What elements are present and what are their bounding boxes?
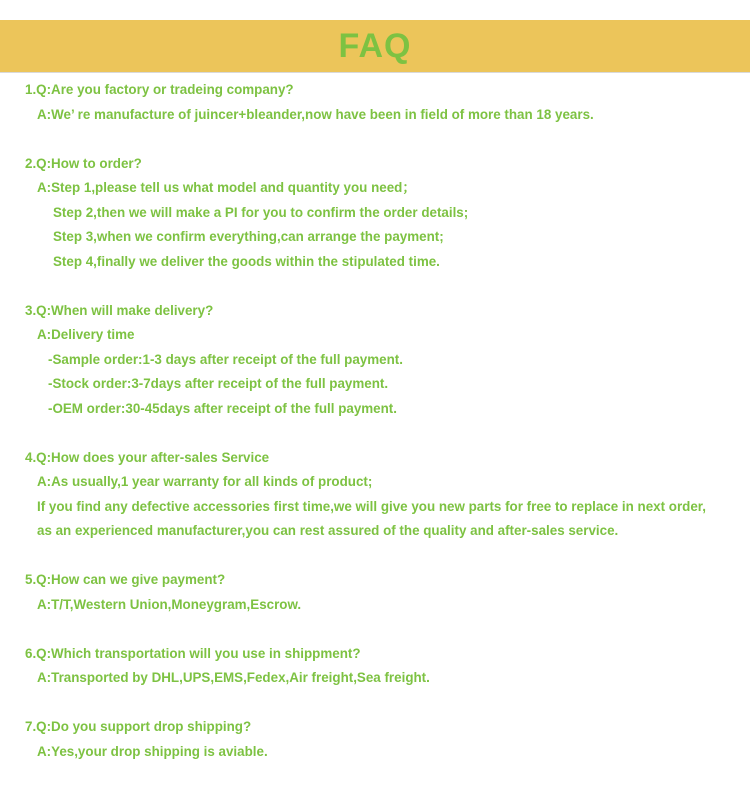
- faq-question-4: 4.Q:How does your after-sales Service: [25, 450, 270, 465]
- faq-answer-2-line-4: Step 4,finally we deliver the goods within the stipulated time.: [53, 254, 440, 269]
- faq-banner: [0, 20, 750, 73]
- faq-answer-3-line-3: -Stock order:3-7days after receipt of the full payment.: [48, 376, 389, 391]
- faq-question-2: 2.Q:How to order?: [25, 156, 142, 171]
- faq-question-7: 7.Q:Do you support drop shipping?: [25, 719, 252, 734]
- faq-answer-5-line-1: A:T/T,Western Union,Moneygram,Escrow.: [37, 597, 302, 612]
- faq-answer-3-line-1: A:Delivery time: [37, 327, 135, 342]
- faq-answer-2-line-2: Step 2,then we will make a PI for you to confirm the order details;: [53, 205, 469, 220]
- faq-answer-3-line-4: -OEM order:30-45days after receipt of the full payment.: [48, 401, 397, 416]
- faq-question-1: 1.Q:Are you factory or tradeing company?: [25, 82, 294, 97]
- faq-question-5: 5.Q:How can we give payment?: [25, 572, 226, 587]
- faq-answer-2-line-3: Step 3,when we confirm everything,can arrange the payment;: [53, 229, 444, 244]
- faq-answer-3-line-2: -Sample order:1-3 days after receipt of the full payment.: [48, 352, 403, 367]
- faq-answer-2-line-1: A:Step 1,please tell us what model and quantity you need；: [37, 180, 416, 195]
- faq-question-6: 6.Q:Which transportation will you use in shippment?: [25, 646, 361, 661]
- faq-answer-7-line-1: A:Yes,your drop shipping is aviable.: [37, 744, 268, 759]
- faq-answer-6-line-1: A:Transported by DHL,UPS,EMS,Fedex,Air freight,Sea freight.: [37, 670, 430, 685]
- faq-answer-4-line-1: A:As usually,1 year warranty for all kinds of product;: [37, 474, 373, 489]
- faq-answer-4-line-3: as an experienced manufacturer,you can rest assured of the quality and after-sales service.: [37, 523, 619, 538]
- faq-question-3: 3.Q:When will make delivery?: [25, 303, 214, 318]
- faq-answer-1-line-1: A:We’ re manufacture of juincer+bleander,now have been in field of more than 18 years.: [37, 107, 594, 122]
- page-title: FAQ: [338, 27, 412, 65]
- faq-answer-4-line-2: If you find any defective accessories first time,we will give you new parts for free to replace in next order,: [37, 499, 707, 514]
